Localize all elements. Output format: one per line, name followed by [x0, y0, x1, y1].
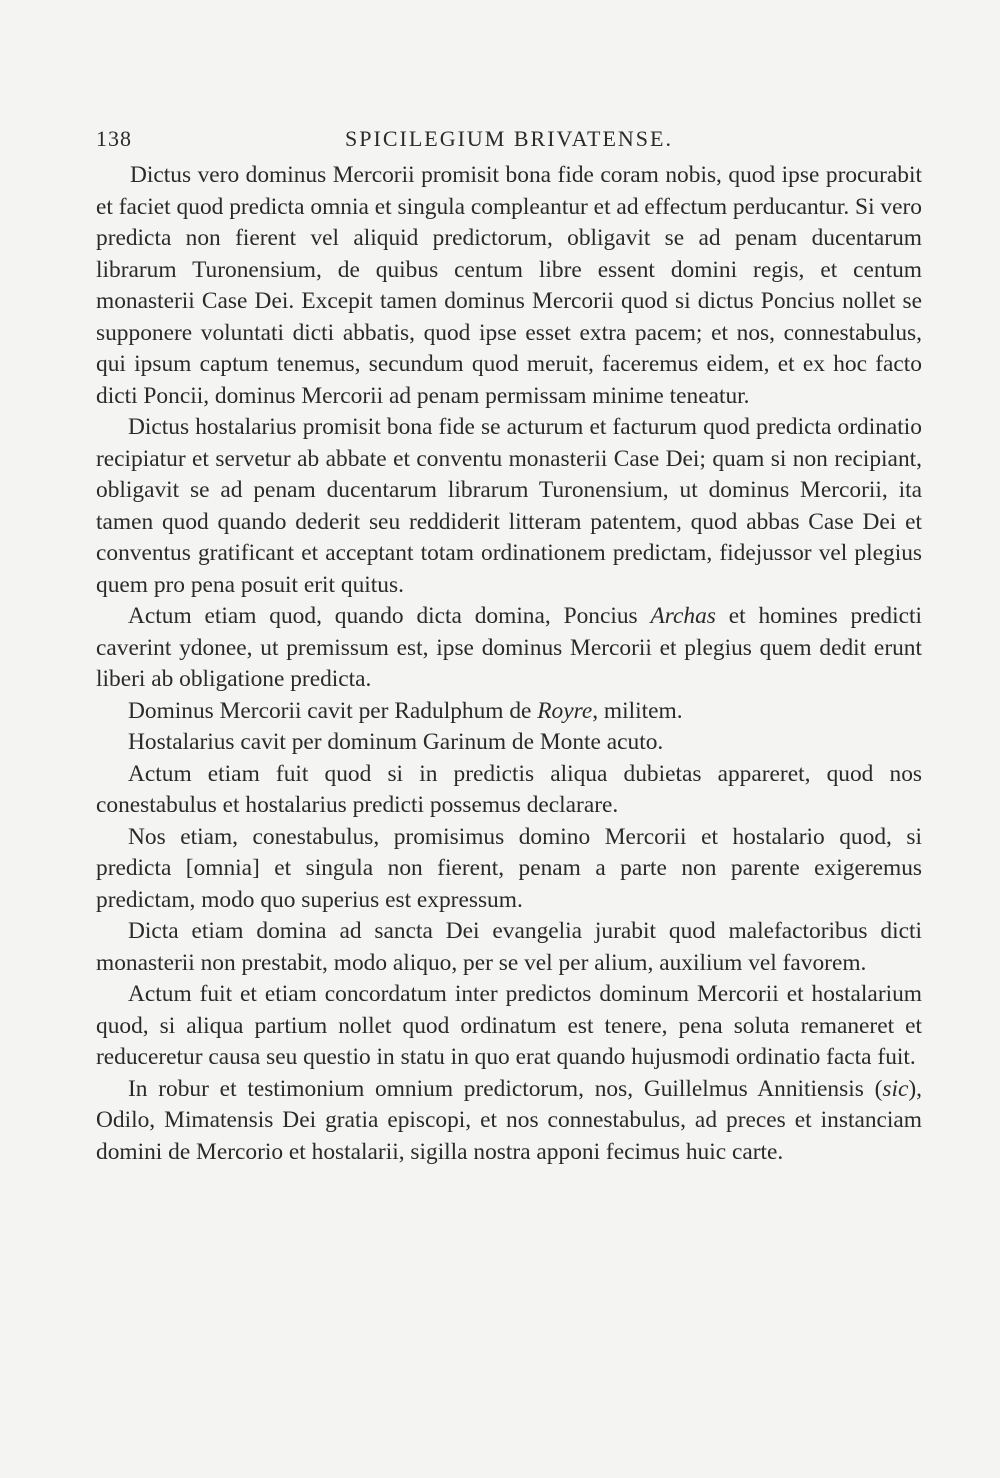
paragraph-concordatum: Actum fuit et etiam concordatum inter predictos dominum Mercorii et hostalarium quod, si aliqua partium nollet quod ordinatum est tenere, pena soluta remaneret et reduceretur causa seu questio in statu in quo erat quando hujusmodi ordinatio facta fuit.: [96, 981, 922, 1070]
italic-sic: sic: [882, 1075, 909, 1102]
paragraph-promisimus: Nos etiam, conestabulus, promisimus domino Mercorii et hostalario quod, si predicta [omnia] et singula non fierent, penam a parte non parente exigeremus predictam, modo quo superius est expressum.: [96, 823, 922, 913]
body-text: [96, 160, 922, 1168]
paragraph-cavit-royre: Dominus Mercorii cavit per Radulphum de Royre, militem.: [128, 697, 683, 724]
paragraph-hostalarius-cavit: Hostalarius cavit per dominum Garinum de Monte acuto.: [128, 729, 664, 755]
paragraph-testimonium: In robur et testimonium omnium predictorum, nos, Guillelmus Annitiensis (sic), Odilo, Mimatensis Dei gratia episcopi, et nos connestabulus, ad preces et instanciam domini de Mercorio et hostalarii, sigilla nostra apponi fecimus huic carte.: [96, 1075, 922, 1165]
italic-name-royre: Royre: [537, 697, 593, 724]
page-number: 138: [96, 126, 132, 151]
paragraph-promise-hostalarius: Dictus hostalarius promisit bona fide se acturum et facturum quod predicta ordinatio recipiatur et servetur ab abbate et conventu monasterii Case Dei; quam si non recipiant, obligavit se ad penam ducentarum librarum Turonensium, ut dominus Mercorii, ita tamen quod quando dederit seu reddiderit litteram patentem, quod abbas Case Dei et conventus gratificant et acceptant totam ordinationem predictam, fidejussor vel plegius quem pro pena posuit erit quitus.: [96, 414, 922, 598]
running-title: SPICILEGIUM BRIVATENSE.: [345, 126, 673, 151]
italic-name-archas: Archas: [650, 603, 716, 629]
running-head: [96, 126, 922, 156]
paragraph-promise-mercorii: Dictus vero dominus Mercorii promisit bona fide coram nobis, quod ipse procurabit et faciet quod predicta omnia et singula compleantur et ad effectum perducantur. Si vero predicta non fierent vel aliquid predictorum, obligavit se ad penam ducentarum librarum Turonensium, de quibus centum libre essent domini regis, et centum monasterii Case Dei. Excepit tamen dominus Mercorii quod si dictus Poncius nollet se supponere voluntati dicti abbatis, quod ipse esset extra pacem; et nos, connestabulus, qui ipsum captum tenemus, secundum quod meruit, faceremus eidem, et ex hoc facto dicti Poncii, dominus Mercorii ad penam permissam minime teneatur.: [96, 162, 922, 409]
paragraph-dubietas: Actum etiam fuit quod si in predictis aliqua dubietas appareret, quod nos conestabulus et hostalarius predicti possemus declarare.: [96, 760, 922, 818]
paragraph-actum-archas: Actum etiam quod, quando dicta domina, Poncius Archas et homines predicti caverint ydonee, ut premissum est, ipse dominus Mercorii et plegius quem dedit erunt liberi ab obligatione predicta.: [96, 603, 922, 692]
paragraph-domina-jurabit: Dicta etiam domina ad sancta Dei evangelia jurabit quod malefactoribus dicti monasterii non prestabit, modo aliquo, per se vel per alium, auxilium vel favorem.: [96, 918, 922, 976]
